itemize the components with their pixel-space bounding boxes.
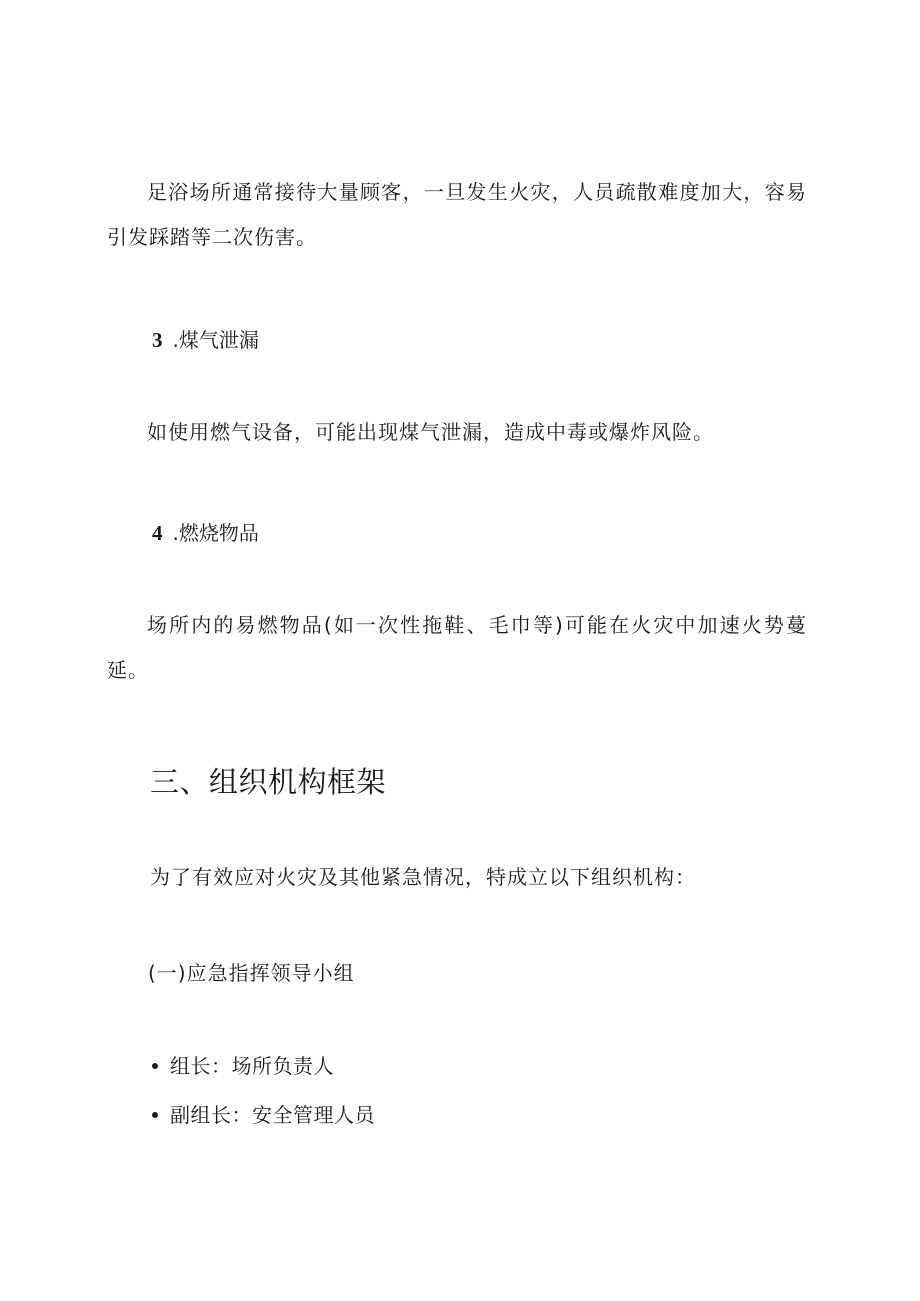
- subhead-combustibles: [152, 518, 259, 548]
- paragraph-gas-risk: 如使用燃气设备，可能出现煤气泄漏，造成中毒或爆炸风险。: [147, 420, 714, 444]
- subhead-number: 3: [152, 328, 163, 352]
- list-item: [152, 1100, 375, 1130]
- subhead-gas-leak: [152, 325, 259, 355]
- paragraph-intro-organization: 为了有效应对火灾及其他紧急情况，特成立以下组织机构：: [150, 865, 696, 889]
- group-heading: (一)应急指挥领导小组: [148, 961, 355, 985]
- list-item-text: 组长：场所负责人: [170, 1054, 334, 1078]
- bullet-icon: [152, 1112, 158, 1118]
- subhead-label: .燃烧物品: [172, 521, 259, 545]
- bullet-icon: [152, 1063, 158, 1069]
- list-item: [152, 1051, 334, 1081]
- paragraph-combustibles-risk: 场所内的易燃物品(如一次性拖鞋、毛巾等)可能在火灾中加速火势蔓延。: [107, 613, 807, 682]
- subhead-label: .煤气泄漏: [172, 328, 259, 352]
- list-item-text: 副组长：安全管理人员: [170, 1103, 375, 1127]
- section-title: 三、组织机构框架: [150, 765, 387, 799]
- paragraph-crowd-risk: 足浴场所通常接待大量顾客，一旦发生火灾，人员疏散难度加大，容易引发踩踏等二次伤害。: [107, 180, 807, 249]
- subhead-number: 4: [152, 521, 163, 545]
